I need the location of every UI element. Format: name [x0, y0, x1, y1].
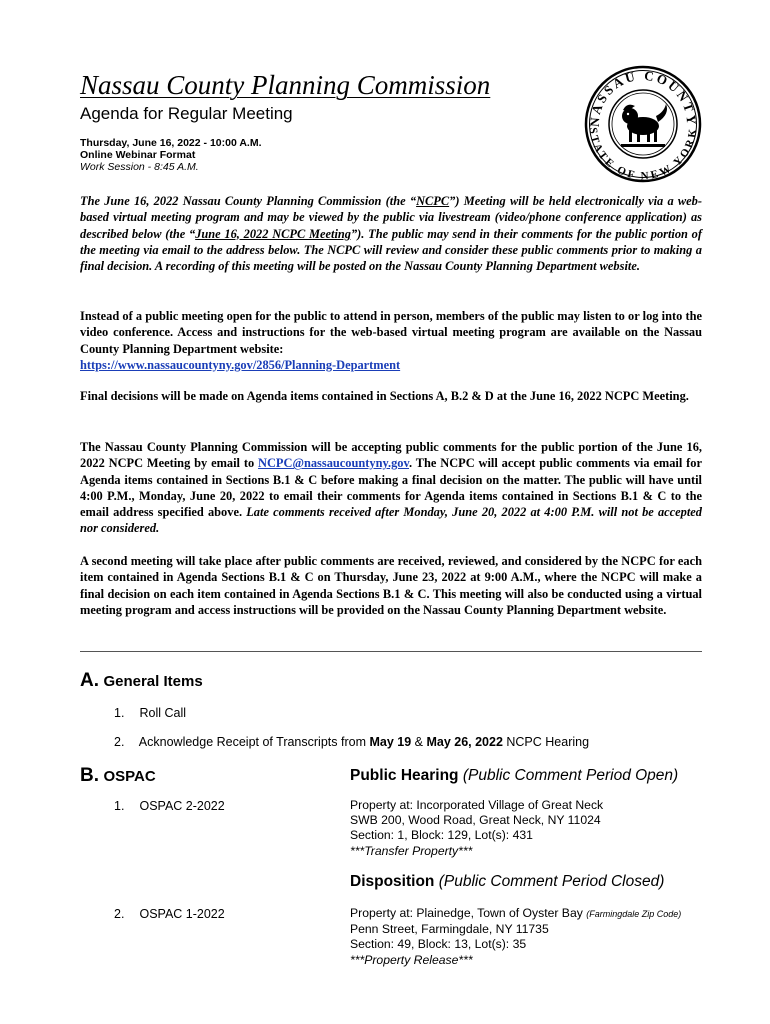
p4-text-a: The Nassau County Planning Commission will be accepting public comments for the public portion of the June 16, 2022 NCPC Meeting by email to	[80, 440, 702, 471]
property-location: Property at: Incorporated Village of Great Neck	[350, 798, 604, 812]
property-address: SWB 200, Wood Road, Great Neck, NY 11024	[350, 813, 601, 828]
transcript-date-1: May 19	[369, 735, 412, 749]
work-session-time: Work Session - 8:45 A.M.	[80, 161, 199, 173]
public-hearing-label: Public Hearing	[350, 767, 459, 784]
public-comments-notice	[80, 439, 702, 537]
disposition-status: (Public Comment Period Closed)	[438, 873, 665, 890]
p1-ncpc-term: NCPC	[416, 194, 450, 208]
section-a-heading	[80, 670, 203, 692]
item-text: Roll Call	[139, 706, 187, 720]
zip-code-note: (Farmingdale Zip Code)	[586, 909, 682, 919]
seal-ring-bottom-text: STATE OF NEW YORK	[586, 126, 700, 183]
document-title: Nassau County Planning Commission	[80, 70, 491, 100]
section-b-name: OSPAC	[103, 768, 156, 785]
agenda-item-roll-call	[114, 706, 186, 720]
property-action: ***Property Release***	[350, 952, 473, 967]
p4-text-b: . The NCPC will accept public comments via email for Agenda items contained in Sections B.1 & C before making a final decision on the matter. The public will have until 4:00 P.M., Monday, June 20, 2022 to email their comments for Agenda items contained in Sections B.1 & C to the email address specified above.	[80, 456, 702, 520]
item-number: 1.	[114, 799, 125, 813]
p1-text-a: The June 16, 2022 Nassau County Planning Commission (the “	[80, 194, 417, 208]
section-a-name: General Items	[103, 673, 203, 690]
nassau-county-seal-icon	[583, 64, 703, 184]
public-hearing-status: (Public Comment Period Open)	[462, 767, 679, 784]
meeting-format: Online Webinar Format	[80, 149, 196, 161]
final-decisions-notice: Final decisions will be made on Agenda items contained in Sections A, B.2 & D at the June 16, 2022 NCPC Meeting.	[80, 389, 689, 403]
p1-text-b: ”) Meeting will be held electronically via a web-based virtual meeting program and may be viewed by the public via livestream (video/phone conference application) as described below (the “	[80, 194, 703, 241]
item-id: OSPAC 2-2022	[139, 799, 225, 813]
transcript-date-2: May 26, 2022	[426, 735, 503, 749]
p1-text-c: ”). The public may send in their comments for the public portion of the meeting via email to the address below. The NCPC will review and consider these public comments prior to making a final decision. A recording of this meeting will be posted on the Nassau County Planning Department website.	[80, 226, 703, 274]
property-details-2	[350, 906, 681, 968]
property-action: ***Transfer Property***	[350, 843, 473, 858]
section-divider	[80, 651, 702, 652]
agenda-item-transcripts	[114, 735, 589, 749]
item-ampersand: &	[411, 735, 427, 749]
item-id: OSPAC 1-2022	[139, 907, 225, 921]
section-b-letter: B.	[80, 765, 99, 786]
item-number: 2.	[114, 735, 125, 749]
property-section-block-lot: Section: 49, Block: 13, Lot(s): 35	[350, 937, 527, 952]
electronic-meeting-notice	[80, 193, 702, 274]
item-number: 2.	[114, 907, 125, 921]
property-address: Penn Street, Farmingdale, NY 11735	[350, 922, 549, 937]
section-a-letter: A.	[80, 670, 99, 691]
item-text-a: Acknowledge Receipt of Transcripts from	[138, 735, 370, 749]
disposition-header	[350, 873, 664, 891]
planning-department-link[interactable]: https://www.nassaucountyny.gov/2856/Planning-Department	[80, 357, 401, 372]
p2-text: Instead of a public meeting open for the public to attend in person, members of the public may listen to or log into the video conference. Access and instructions for the web-based virtual meeting program are available on the Nassau County Planning Department website:	[80, 309, 702, 356]
section-b-heading	[80, 765, 156, 787]
property-section-block-lot: Section: 1, Block: 129, Lot(s): 431	[350, 828, 533, 843]
property-details-1	[350, 798, 603, 859]
late-comments-warning: Late comments received after Monday, June 20, 2022 at 4:00 P.M. will not be accepted nor considered.	[80, 505, 702, 536]
ospac-item-1	[114, 799, 225, 813]
document-subtitle: Agenda for Regular Meeting	[80, 104, 293, 123]
access-instructions	[80, 308, 702, 373]
ospac-item-2	[114, 907, 225, 921]
meeting-date: Thursday, June 16, 2022 - 10:00 A.M.	[80, 137, 262, 149]
ncpc-email-link[interactable]: NCPC@nassaucountyny.gov	[258, 456, 409, 471]
property-location: Property at: Plainedge, Town of Oyster Bay	[350, 906, 583, 920]
public-hearing-header	[350, 767, 678, 785]
seal-ring-top-text: NASSAU COUNTY	[586, 67, 700, 128]
p1-meeting-term: June 16, 2022 NCPC Meeting	[195, 226, 351, 241]
disposition-label: Disposition	[350, 873, 435, 890]
item-text-b: NCPC Hearing	[502, 735, 590, 749]
second-meeting-notice: A second meeting will take place after public comments are received, reviewed, and considered by the NCPC for each item contained in Agenda Sections B.1 & C on Thursday, June 23, 2022 at 9:00 A.M., where the NCPC will make a final decision on each item contained in Agenda Sections B.1 & C. This meeting will also be conducted using a virtual meeting program and access instructions will be provided on the Nassau County Planning Department website.	[80, 554, 702, 617]
item-number: 1.	[114, 706, 125, 720]
